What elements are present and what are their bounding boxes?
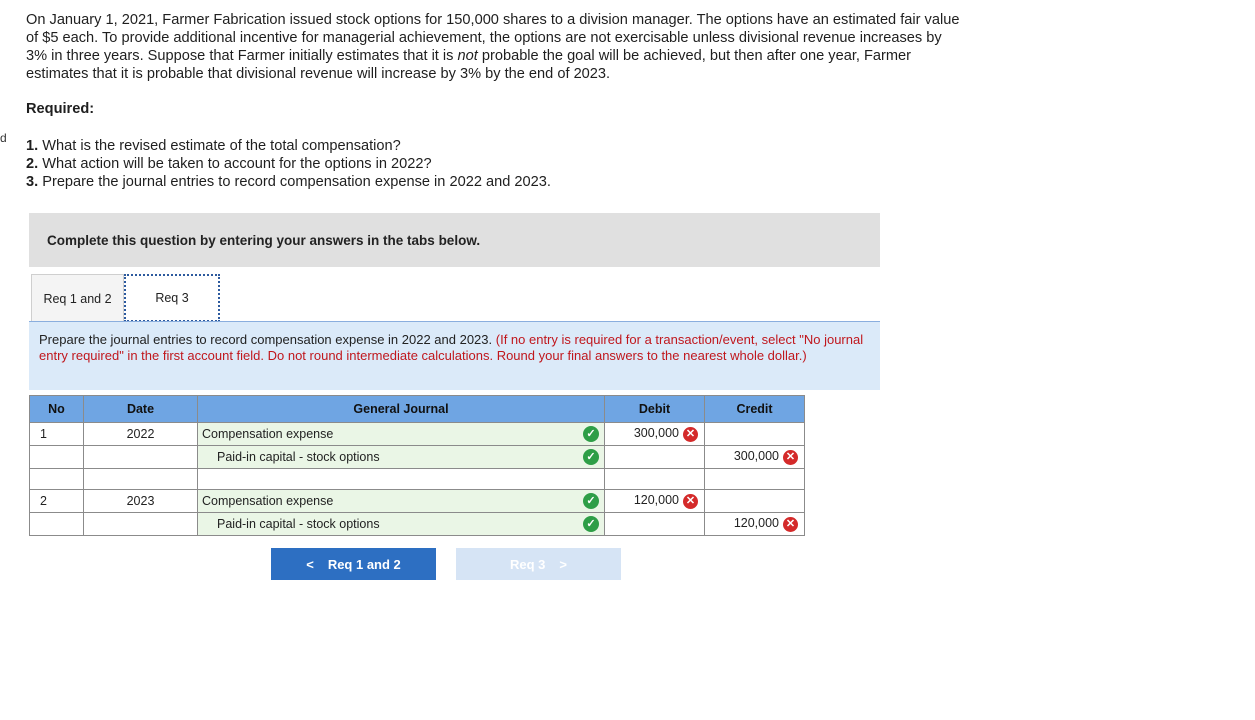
account-field[interactable] — [198, 423, 605, 446]
empty-row — [30, 469, 805, 490]
required-item-2-text: What action will be taken to account for the options in 2022? — [38, 156, 432, 172]
credit-value: 120,000 — [733, 516, 779, 531]
credit-field[interactable] — [705, 490, 805, 513]
debit-field[interactable] — [605, 446, 705, 469]
account-field[interactable] — [198, 490, 605, 513]
previous-req-button[interactable] — [271, 548, 436, 580]
column-header-general-journal: General Journal — [198, 396, 605, 423]
x-circle-icon: ✕ — [683, 427, 698, 442]
credit-field[interactable] — [705, 423, 805, 446]
instructions-banner: Complete this question by entering your answers in the tabs below. — [29, 213, 880, 267]
table-row — [30, 490, 805, 513]
next-req-button — [456, 548, 621, 580]
problem-text-italic: not — [457, 48, 478, 64]
instructions-main: Prepare the journal entries to record compensation expense in 2022 and 2023. — [39, 332, 496, 347]
entry-number-cell: 2 — [30, 490, 84, 513]
debit-value: 120,000 — [633, 493, 679, 508]
date-cell[interactable]: 2023 — [84, 490, 198, 513]
debit-field[interactable] — [605, 423, 705, 446]
credit-field[interactable] — [705, 469, 805, 490]
required-item-1-text: What is the revised estimate of the total compensation? — [38, 138, 401, 154]
entry-number-cell — [30, 469, 84, 490]
table-row — [30, 423, 805, 446]
previous-req-label: Req 1 and 2 — [327, 556, 401, 572]
credit-value: 300,000 — [733, 449, 779, 464]
date-cell[interactable] — [84, 513, 198, 536]
column-header-credit: Credit — [705, 396, 805, 423]
x-circle-icon: ✕ — [783, 517, 798, 532]
column-header-debit: Debit — [605, 396, 705, 423]
chevron-right-icon: > — [559, 556, 567, 572]
problem-text-part2: probable the goal will be achieved, but then after one year, Farmer estimates that it is probable that divisional revenue will increase by 3% by the end of 2023. — [26, 48, 912, 82]
instructions-note: (If no entry is required for a transaction/event, select "No journal entry required" in the first account field. Do not round intermediate calculations. Round your final answers to the nearest whole dollar.) — [39, 332, 864, 363]
required-item-1 — [26, 137, 551, 155]
debit-field[interactable] — [605, 469, 705, 490]
entry-number-cell — [30, 446, 84, 469]
required-item-1-number: 1. — [26, 138, 39, 154]
required-item-3-number: 3. — [26, 174, 39, 190]
credit-field[interactable] — [705, 513, 805, 536]
journal-table — [29, 395, 805, 536]
required-heading: Required: — [26, 101, 95, 117]
date-cell[interactable]: 2022 — [84, 423, 198, 446]
date-cell[interactable] — [84, 446, 198, 469]
account-name: Paid-in capital - stock options — [217, 517, 380, 531]
entry-number-cell: 1 — [30, 423, 84, 446]
debit-field[interactable] — [605, 490, 705, 513]
tab-req-1-and-2[interactable]: Req 1 and 2 — [31, 274, 124, 322]
entry-number-cell — [30, 513, 84, 536]
journal-instructions — [29, 322, 880, 390]
account-field[interactable] — [198, 469, 605, 490]
edge-mark: d — [0, 131, 7, 145]
column-header-no: No — [30, 396, 84, 423]
chevron-left-icon: < — [306, 556, 314, 572]
required-item-2 — [26, 155, 551, 173]
date-cell[interactable] — [84, 469, 198, 490]
check-circle-icon: ✓ — [583, 516, 599, 532]
tab-req-3[interactable]: Req 3 — [124, 274, 220, 322]
problem-text-part1: On January 1, 2021, Farmer Fabrication issued stock options for 150,000 shares to a division manager. The options have an estimated fair value of $5 each. To provide additional incentive for managerial achievement, the options are not exercisable unless divisional revenue increases by 3% in three years. Suppose that Farmer initially estimates that it is — [26, 12, 960, 64]
x-circle-icon: ✕ — [783, 450, 798, 465]
x-circle-icon: ✕ — [683, 494, 698, 509]
account-name: Compensation expense — [202, 427, 334, 441]
problem-text — [26, 11, 966, 83]
table-row — [30, 513, 805, 536]
required-item-3 — [26, 173, 551, 191]
check-circle-icon: ✓ — [583, 426, 599, 442]
account-name: Compensation expense — [202, 494, 334, 508]
account-field[interactable] — [198, 513, 605, 536]
debit-field[interactable] — [605, 513, 705, 536]
credit-field[interactable] — [705, 446, 805, 469]
journal-header-row — [30, 396, 805, 423]
table-row — [30, 446, 805, 469]
check-circle-icon: ✓ — [583, 449, 599, 465]
account-name: Paid-in capital - stock options — [217, 450, 380, 464]
required-item-3-text: Prepare the journal entries to record compensation expense in 2022 and 2023. — [38, 174, 551, 190]
required-list — [26, 137, 551, 191]
next-req-label: Req 3 — [510, 556, 546, 572]
column-header-date: Date — [84, 396, 198, 423]
account-field[interactable] — [198, 446, 605, 469]
debit-value: 300,000 — [633, 426, 679, 441]
check-circle-icon: ✓ — [583, 493, 599, 509]
required-item-2-number: 2. — [26, 156, 39, 172]
